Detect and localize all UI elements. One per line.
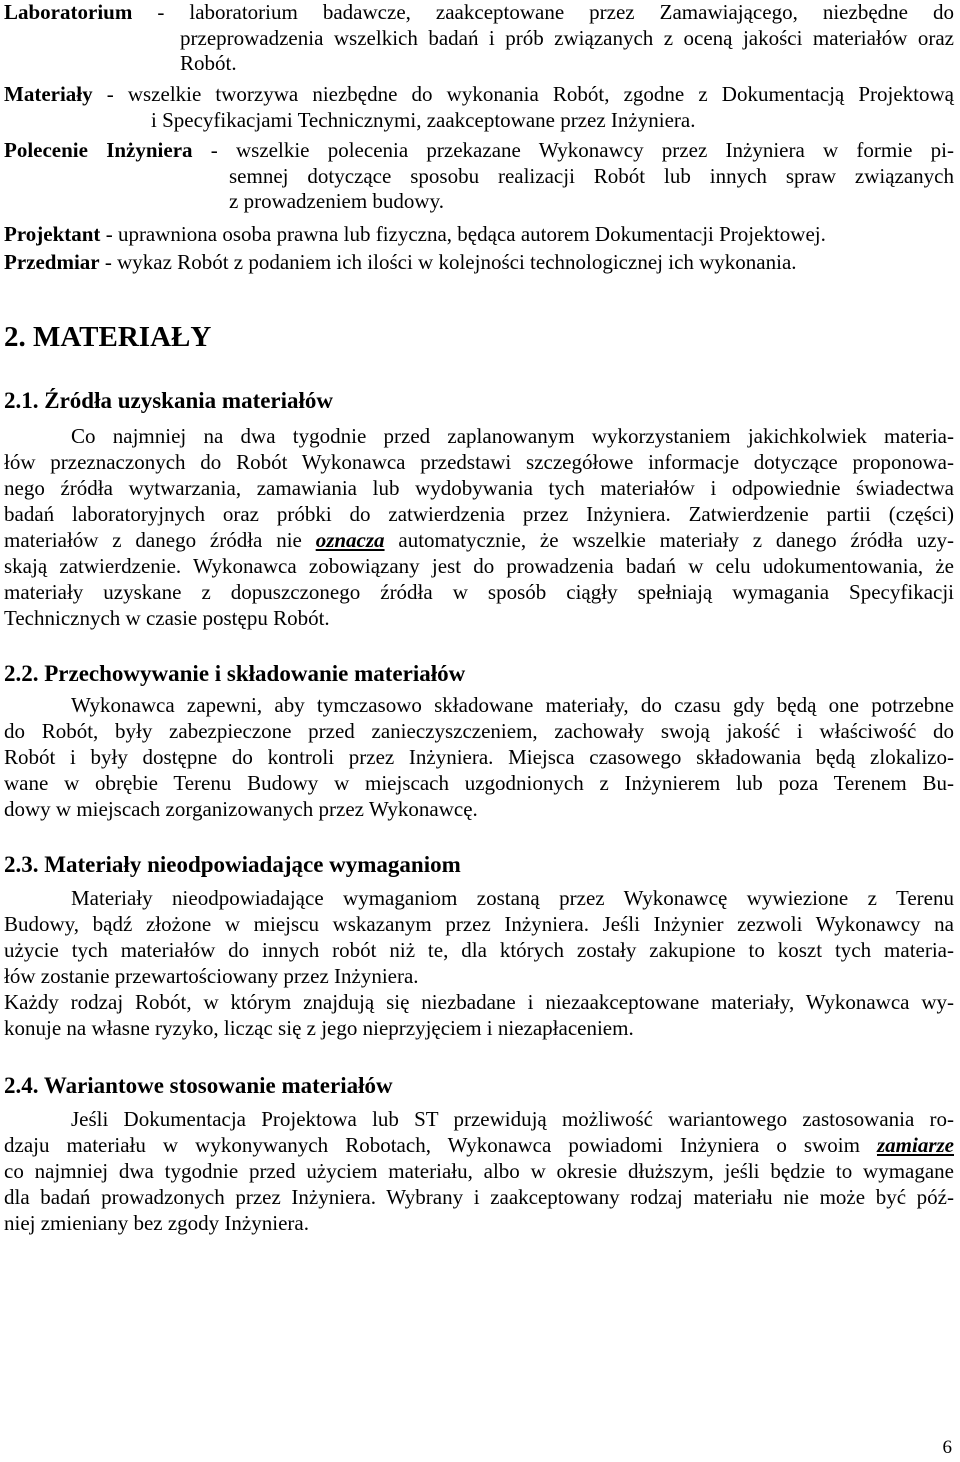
definition-text: laboratorium badawcze, zaakceptowane przez Zamawiającego, niezbędne do (189, 0, 954, 24)
paragraph-line: materiały uzyskane z dopuszczonego źródła w sposób ciągły spełniają wymagania Specyfikacji (4, 580, 954, 604)
paragraph-line: co najmniej dwa tygodnie przed użyciem materiału, albo w okresie dłuższym, jeśli będzie to wymagane (4, 1159, 954, 1183)
paragraph-line: niej zmieniany bez zgody Inżyniera. (4, 1211, 309, 1235)
paragraph-line: Technicznych w czasie postępu Robót. (4, 606, 330, 630)
paragraph-line: dla badań prowadzonych przez Inżyniera. Wybrany i zaakceptowany rodzaj materiału nie może być póź- (4, 1185, 954, 1209)
paragraph-line: do Robót, były zabezpieczone przed zanieczyszczeniem, zachowały swoją jakość i właściwość do (4, 719, 954, 743)
paragraph-line: dzaju materiału w wykonywanych Robotach, Wykonawca powiadomi Inżyniera o swoim zamiarze (4, 1133, 954, 1157)
definition-term: Polecenie Inżyniera (4, 138, 193, 162)
page-number: 6 (942, 1437, 952, 1458)
chapter-heading: 2. MATERIAŁY (4, 321, 212, 353)
section-paragraph (4, 885, 954, 1041)
paragraph-line: badań laboratoryjnych oraz próbki do zatwierdzenia przez Inżyniera. Zatwierdzenie partii (części) (4, 502, 954, 526)
definition-text: uprawniona osoba prawna lub fizyczna, będąca autorem Dokumentacji Projektowej. (117, 222, 826, 246)
definition-line: przeprowadzenia wszelkich badań i prób związanych z oceną jakości materiałów oraz (180, 25, 954, 50)
definition-term: Laboratorium (4, 0, 133, 24)
definition-materialy (4, 82, 954, 133)
section-paragraph (4, 423, 954, 631)
paragraph-line: Budowy, bądź złożone w miejscu wskazanym przez Inżyniera. Jeśli Inżynier zezwoli Wykonawcy na (4, 912, 954, 936)
definition-text: wszelkie polecenia przekazane Wykonawcy przez Inżyniera w formie pi- (236, 138, 954, 162)
definition-term: Przedmiar (4, 250, 100, 274)
definition-line: i Specyfikacjami Technicznymi, zaakceptowane przez Inżyniera. (151, 107, 696, 132)
definition-przedmiar (4, 250, 954, 276)
paragraph-line: dowy w miejscach zorganizowanych przez Wykonawcę. (4, 797, 478, 821)
section-heading: 2.1. Źródła uzyskania materiałów (4, 388, 334, 413)
paragraph-line: Wykonawca zapewni, aby tymczasowo składowane materiały, do czasu gdy będą one potrzebne (71, 693, 954, 717)
definition-line: Robót. (180, 51, 237, 75)
paragraph-line: skają zatwierdzenie. Wykonawca zobowiązany jest do prowadzenia badań w celu udokumentowania, że (4, 554, 954, 578)
definition-line: semnej dotyczące sposobu realizacji Robót lub innych spraw związanych (229, 163, 954, 188)
paragraph-line: Materiały nieodpowiadające wymaganiom zostaną przez Wykonawcę wywiezione z Terenu (71, 886, 954, 910)
definition-text: wszelkie tworzywa niezbędne do wykonania Robót, zgodne z Dokumentacją Projektową (127, 82, 954, 106)
paragraph-line: materiałów z danego źródła nie oznacza automatycznie, że wszelkie materiały z danego źródła uzy- (4, 528, 954, 552)
section-paragraph (4, 692, 954, 822)
section-heading: 2.2. Przechowywanie i składowanie materiałów (4, 661, 466, 686)
paragraph-line: Co najmniej na dwa tygodnie przed zaplanowanym wykorzystaniem jakichkolwiek materia- (71, 424, 954, 448)
paragraph-line: nego źródła wytwarzania, zamawiania lub wydobywania tych materiałów i odpowiednie świadectwa (4, 476, 954, 500)
definition-polecenie-inzyniera (4, 138, 954, 215)
paragraph-line: użycie tych materiałów do innych robót niż te, dla których zostały zakupione to koszt tych materia- (4, 938, 954, 962)
section-paragraph (4, 1106, 954, 1236)
paragraph-line: łów zostanie przewartościowany przez Inżyniera. (4, 964, 419, 988)
definition-term: Projektant (4, 222, 101, 246)
definition-projektant (4, 222, 954, 248)
definition-line: Laboratorium - laboratorium badawcze, zaakceptowane przez Zamawiającego, niezbędne do (4, 0, 954, 24)
definition-line: Polecenie Inżyniera - wszelkie polecenia przekazane Wykonawcy przez Inżyniera w formie pi- (4, 138, 954, 162)
emphasized-word: oznacza (315, 528, 385, 552)
definition-line: Projektant - uprawniona osoba prawna lub fizyczna, będąca autorem Dokumentacji Projektowej. (4, 222, 826, 246)
paragraph-line: Jeśli Dokumentacja Projektowa lub ST przewidują możliwość wariantowego zastosowania ro- (71, 1107, 954, 1131)
definition-line: Materiały - wszelkie tworzywa niezbędne do wykonania Robót, zgodne z Dokumentacją Projektową (4, 82, 954, 106)
paragraph-line: Robót i były dostępne do kontroli przez Inżyniera. Miejsca czasowego składowania będą zlokalizo- (4, 745, 954, 769)
paragraph-line: Każdy rodzaj Robót, w którym znajdują się niezbadane i niezaakceptowane materiały, Wykonawca wy- (4, 990, 954, 1014)
paragraph-line: konuje na własne ryzyko, licząc się z jego nieprzyjęciem i niezapłaceniem. (4, 1016, 634, 1040)
definition-line: Przedmiar - wykaz Robót z podaniem ich ilości w kolejności technologicznej ich wykonania. (4, 250, 797, 274)
emphasized-word: zamiarze (876, 1133, 954, 1157)
paragraph-line: łów przeznaczonych do Robót Wykonawca przedstawi szczegółowe informacje dotyczące proponowa- (4, 450, 954, 474)
definition-laboratorium (4, 0, 954, 77)
definition-line: z prowadzeniem budowy. (229, 189, 444, 213)
definition-text: wykaz Robót z podaniem ich ilości w kolejności technologicznej ich wykonania. (117, 250, 797, 274)
section-heading: 2.3. Materiały nieodpowiadające wymaganiom (4, 852, 461, 877)
definition-term: Materiały (4, 82, 93, 106)
section-heading: 2.4. Wariantowe stosowanie materiałów (4, 1073, 393, 1098)
paragraph-line: wane w obrębie Terenu Budowy w miejscach uzgodnionych z Inżynierem lub poza Terenem Bu- (4, 771, 954, 795)
